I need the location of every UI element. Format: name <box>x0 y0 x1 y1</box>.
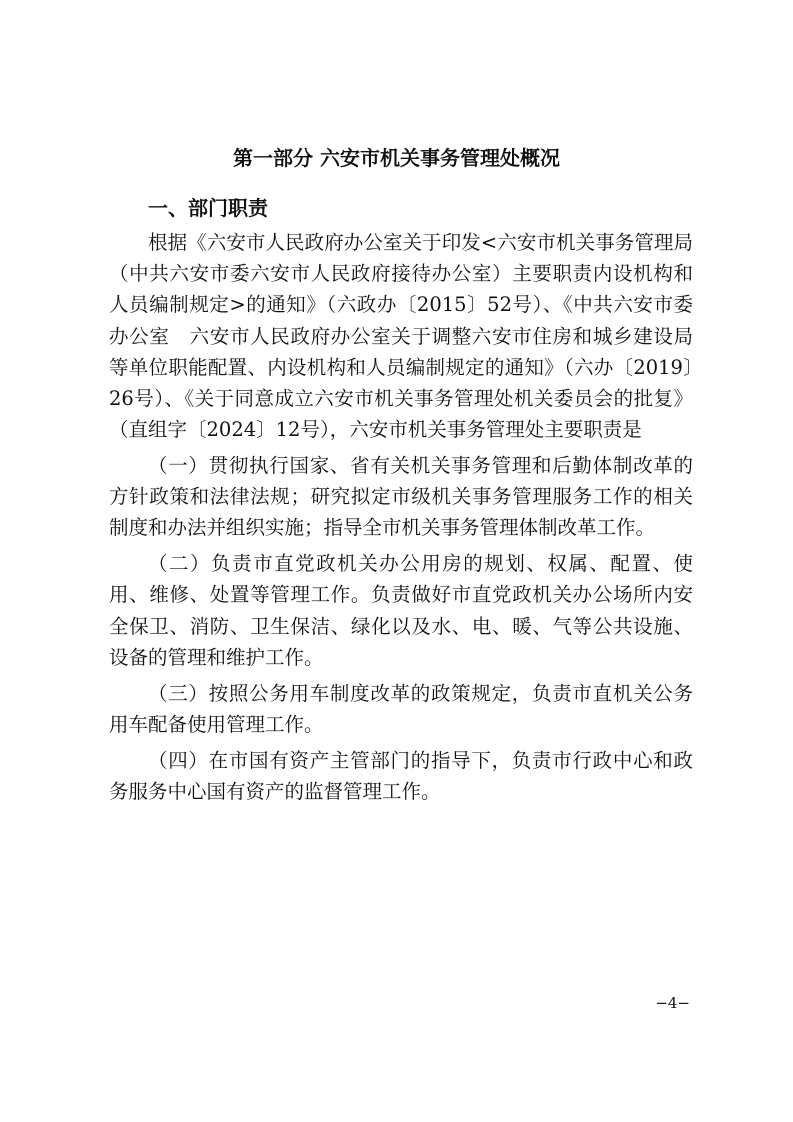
section-heading: 一、部门职责 <box>148 196 268 220</box>
paragraph-duty-4: （四）在市国有资产主管部门的指导下，负责市行政中心和政务服务中心国有资产的监督管理工作。 <box>109 748 693 803</box>
page-number: −4− <box>655 994 690 1012</box>
page-title: 第一部分 六安市机关事务管理处概况 <box>233 146 560 170</box>
paragraph-basis: 根据《六安市人民政府办公室关于印发<六安市机关事务管理局（中共六安市委六安市人民政府接待办公室）主要职责内设机构和人员编制规定>的通知》（六政办〔2015〕52号）、《中共六安市委办公室 六安市人民政府办公室关于调整六安市住房和城乡建设局等单位职能配置、内设机构和人员编制规定的通知》（六办〔2019〕26号）、《关于同意成立六安市机关事务管理处机关委员会的批复》（直组字〔2024〕12号），六安市机关事务管理处主要职责是 <box>109 231 693 442</box>
paragraph-duty-3: （三）按照公务用车制度改革的政策规定，负责市直机关公务用车配备使用管理工作。 <box>109 681 693 736</box>
paragraph-duty-1: （一）贯彻执行国家、省有关机关事务管理和后勤体制改革的方针政策和法律法规；研究拟定市级机关事务管理服务工作的相关制度和办法并组织实施；指导全市机关事务管理体制改革工作。 <box>109 454 693 540</box>
body-text <box>109 227 693 807</box>
paragraph-duty-2: （二）负责市直党政机关办公用房的规划、权属、配置、使用、维修、处置等管理工作。负责做好市直党政机关办公场所内安全保卫、消防、卫生保洁、绿化以及水、电、暖、气等公共设施、设备的管理和维护工作。 <box>109 552 693 669</box>
